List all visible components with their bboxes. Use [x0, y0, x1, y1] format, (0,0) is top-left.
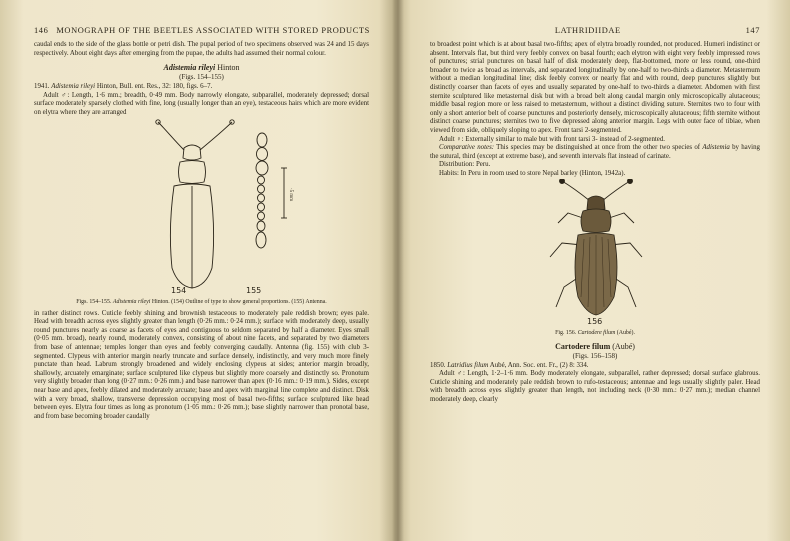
- left-running-head: [34, 26, 369, 35]
- species-name: Adistemia rileyi: [163, 63, 216, 73]
- running-title-left: MONOGRAPH OF THE BEETLES ASSOCIATED WITH STORED PRODUCTS: [56, 26, 370, 35]
- figs-reference: (Figs. 154–155): [179, 73, 224, 82]
- caption-156-species: Cartodere filum: [577, 329, 616, 336]
- comparative-text: This species may be distinguished at once from the other two species of: [496, 144, 701, 152]
- comparative-label: Comparative notes:: [439, 144, 495, 152]
- habits-line: [430, 170, 760, 179]
- habits-value: In Peru in room used to store Nepal barley (Hinton, 1942a).: [460, 169, 626, 177]
- figs-reference-right: (Figs. 156–158): [572, 351, 618, 360]
- fig-154-label: 154: [171, 285, 187, 295]
- cartodere-beetle-drawing: [430, 179, 760, 329]
- synonymy-name-right: Latridius filum: [447, 361, 489, 369]
- fig-155-label: 155: [246, 285, 262, 295]
- species-heading-adistemia: [34, 63, 369, 72]
- synonymy-line-right: [430, 362, 760, 371]
- adult-male-paragraph-right: [430, 370, 760, 404]
- running-title-right: LATHRIDIIDAE: [554, 26, 621, 35]
- book-gutter: [392, 0, 404, 541]
- figure-caption-154-155: [44, 299, 359, 306]
- species-author: Hinton: [217, 63, 240, 73]
- caption-156-lead: Fig. 156.: [555, 329, 577, 336]
- synonymy-line: [34, 83, 369, 92]
- adult-male-paragraph: [34, 92, 369, 118]
- figure-156: [430, 179, 760, 329]
- distribution-value: Peru.: [475, 161, 491, 169]
- page-number-right: 147: [745, 26, 760, 35]
- right-page: [400, 0, 790, 541]
- species-name-right: Cartodere filum: [555, 341, 611, 351]
- caption-156-author: (Aubé).: [616, 329, 635, 336]
- caption-text: Hinton. (154) Outline of type to show general proportions. (155) Antenna.: [151, 298, 327, 305]
- species-author-right: (Aubé): [612, 341, 635, 351]
- figure-caption-156: [440, 330, 750, 337]
- elytra-paragraph: to broadest point which is at about basal two-fifths; apex of elytra broadly rounded, not produced. Humeri indistinct or absent. Intervals flat, but third very feebly convex on basal fourth; each elytron with eight very feebly impressed rows of punctures; strial punctures on basal half of disk moderately deep, flat-bottomed, more or less round, one-third broader to twice as broad as intervals, and separated longitudinally by one-half to two-thirds a diameter. Metasternum without a median longitudinal line; disk feebly convex or nearly flat and with round, deep punctures slightly but distinctly coarser than facets of eyes and usually separated by one-half to two-thirds a diameter. Abdomen with first sternite sculptured like metasternal disk but with a broad belt along caudal margin only microscopically alutaceous; middle basal region more or less raised to metasternum, without a distinct dividing suture. Sternites two to four with only a short anterior belt of coarse punctures and posteriorly densely, microscopically alutaceous; fifth sternite without distinct coarse punctures; sternites two to five depressed along anterior margin. Legs with outer face of tibiae, when viewed from side, obliquely sloping to apex. Front tarsi 2-segmented.: [430, 41, 760, 134]
- figure-154-155: [34, 118, 369, 298]
- caption-lead: Figs. 154–155.: [76, 298, 112, 305]
- synonymy-citation-right: Aubé, Ann. Soc. ent. Fr., (2) 8: 334.: [489, 361, 589, 369]
- adult-label: Adult ♂:: [43, 91, 70, 99]
- caption-species: Adistemia rileyi: [112, 298, 151, 305]
- synonymy-name: Adistemia rileyi: [51, 83, 96, 91]
- comparative-text-2: by having the sutural, third (except at extreme base), and seventh intervals flat instead of carinate.: [430, 144, 760, 160]
- species-heading-cartodere: [430, 342, 760, 351]
- comparative-genus: Adistemia: [702, 144, 730, 152]
- distribution-line: [430, 161, 760, 170]
- comparative-notes-paragraph: [430, 144, 760, 161]
- beetle-outline-drawing: [34, 118, 369, 298]
- synonymy-year: 1941.: [34, 83, 50, 91]
- distribution-label: Distribution:: [439, 161, 475, 169]
- intro-paragraph: caudal ends to the side of the glass bottle or petri dish. The pupal period of two specimens observed was 24 and 15 days respectively. About eight days after emerging from the pupae, the adults had assumed their normal colour.: [34, 41, 369, 57]
- adult-text: Length, 1·6 mm.; breadth, 0·49 mm. Body narrowly elongate, subparallel, moderately depressed; dorsal surface moderately sparsely clothed with fine, long (usually longer than an eye), testaceous hairs which are more evident on elytra where they are arranged: [34, 91, 369, 116]
- synonymy-citation: Hinton, Bull. ent. Res., 32: 180, figs. 6–7.: [96, 83, 213, 91]
- continuation-paragraph: in rather distinct rows. Cuticle feebly shining and brownish testaceous to moderately pale reddish brown; eyes pale. Head with breadth across eyes slightly greater than length (0·26 mm.: 0·24 mm.); surface with moderately deep, usually round punctures nearly as coarse as facets of eyes and contiguous to seldom separated by half a diameter. Eyes small (0·05 mm. broad), nearly round, moderately convex, consisting of about nine facets, and separated by two diameters from base of antennae; temples longer than eyes and feebly converging caudally. Antenna (fig. 155) with club 3-segmented. Clypeus with anterior margin nearly truncate and surface densely, indistinctly, and very much more finely punctate than head. Labrum strongly broadened and widely enclosing clypeus at sides; anterior margin broadly, shallowly, arcuately emarginate; surface sculptured like clypeus but slightly more coarsely and distinctly so. Pronotum very slightly broader than long (0·27 mm.: 0·26 mm.) and base narrower than apex (0·16 mm.: 0·19 mm.). Sides, except near base and apex, feebly dilated and moderately arcuate; base and apex with marginal line complete and distinct. Disk with a very broad, shallow, transverse depression occupying most of basal two-fifths; surface sculptured like head between eyes. Elytra four times as long as pronotum (1·05 mm.: 0·26 mm.); base slightly narrower than pronotal base, and from base becoming broader caudally: [34, 309, 369, 420]
- adult-label-right: Adult ♂:: [439, 370, 465, 378]
- adult-text-right: Length, 1·2–1·6 mm. Body moderately elongate, subparallel, rather depressed; dorsal surface glabrous. Cuticle shining and moderately pale reddish brown to rufo-testaceous; antennae and legs usually slightly paler. Head with breadth across eyes slightly greater than length, not including neck (0·30 mm.: 0·27 mm.); median channel moderately deep, clearly: [430, 370, 760, 403]
- synonymy-year-right: 1850.: [430, 361, 446, 369]
- adult-female-paragraph: [430, 136, 760, 145]
- habits-label: Habits:: [439, 169, 459, 177]
- right-running-head: [430, 26, 760, 35]
- adult-female-label: Adult ♀:: [439, 135, 464, 143]
- fig-156-label: 156: [587, 316, 603, 326]
- page-number-left: 146: [34, 26, 49, 35]
- scale-label: ·5 mm: [288, 187, 293, 201]
- adult-female-text: Externally similar to male but with front tarsi 3- instead of 2-segmented.: [465, 135, 666, 143]
